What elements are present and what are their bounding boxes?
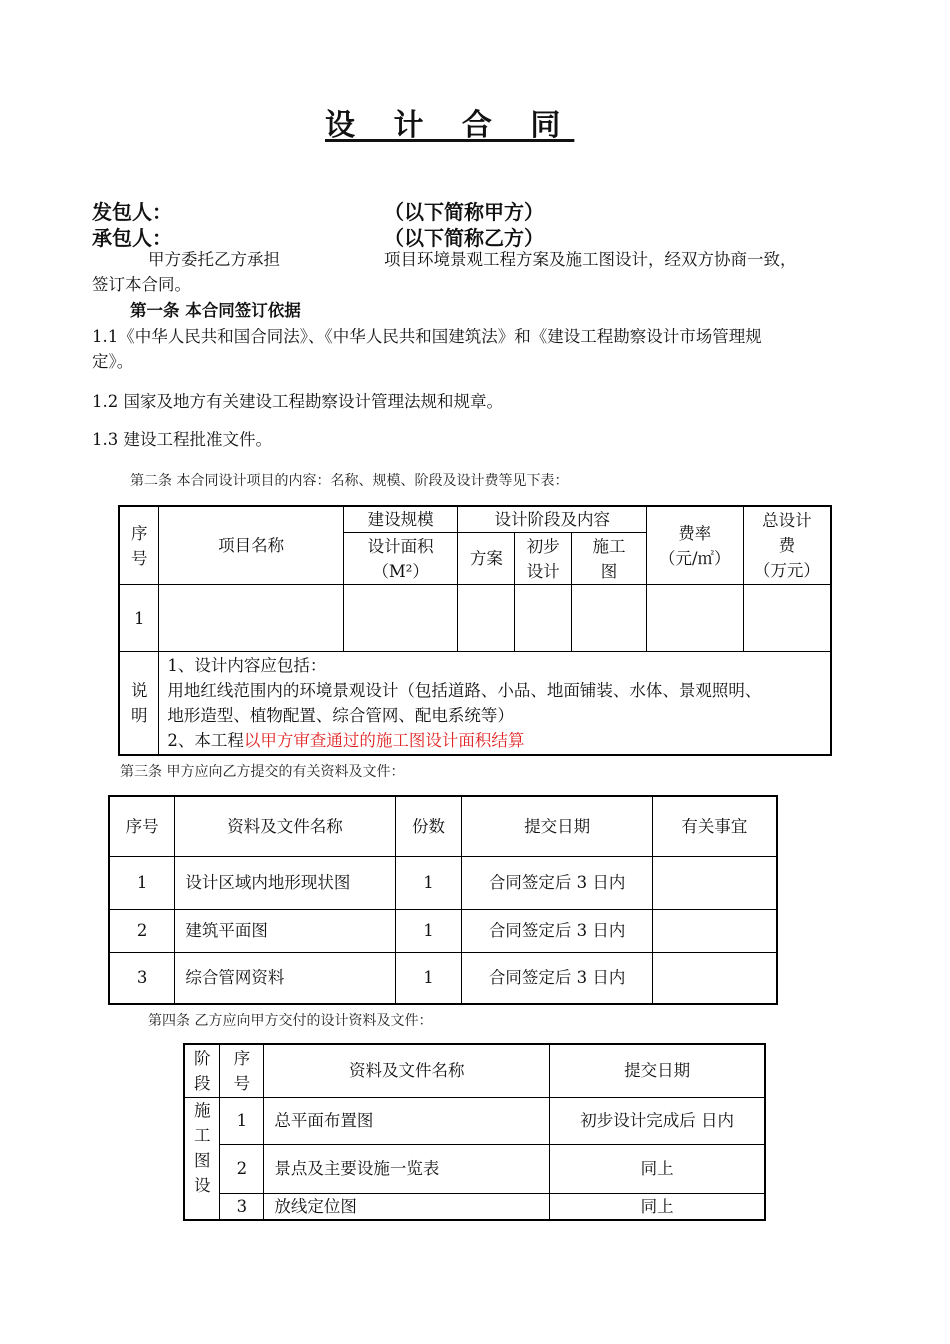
article3-heading: 第三条 甲方应向乙方提交的有关资料及文件： [120,764,405,780]
header-notes: 有关事宜 [652,796,777,856]
table-row: 施 工 图 设 1 总平面布置图 初步设计完成后 日内 [184,1097,765,1144]
header-rate: 费率 （元/㎡） [646,506,743,585]
header-copies: 份数 [395,796,462,856]
header-name: 资料及文件名称 [264,1044,550,1097]
header-area: 设计面积 （M²） [343,533,458,585]
article4-heading: 第四条 乙方应向甲方交付的设计资料及文件： [148,1013,433,1029]
party-a-note: （以下简称甲方） [384,200,544,224]
row-seq: 1 [119,585,159,652]
materials-from-a-table [108,795,778,1005]
party-b-note: （以下简称乙方） [384,226,544,250]
table-row: 2 景点及主要设施一览表 同上 [184,1144,765,1193]
note-label: 说 明 [119,652,159,755]
header-scale: 建设规模 [343,506,458,533]
design-items-table [118,505,832,756]
header-prelim: 初步 设计 [515,533,572,585]
header-date: 提交日期 [550,1044,765,1097]
intro-text-a: 甲方委托乙方承担 [148,250,280,269]
intro-text-end: 签订本合同。 [92,275,191,294]
article1-p2: 1.2 国家及地方有关建设工程勘察设计管理法规和规章。 [92,392,503,411]
stage-label: 施 工 图 设 [184,1097,220,1220]
table-row: 1 设计区域内地形现状图 1 合同签定后 3 日内 [109,856,777,909]
article1-p1-line1: 1.1《中华人民共和国合同法》、《中华人民共和国建筑法》和《建设工程勘察设计市场管理规 [92,327,762,346]
article2-heading: 第二条 本合同设计项目的内容：名称、规模、阶段及设计费等见下表： [130,473,569,489]
party-a-label: 发包人： [92,200,172,224]
article1-p1-line2: 定》。 [92,352,134,371]
header-scheme: 方案 [458,533,515,585]
article1-p3: 1.3 建设工程批准文件。 [92,430,272,449]
deliverables-table [183,1043,766,1221]
intro-text-b: 项目环境景观工程方案及施工图设计，经双方协商一致， [384,250,797,269]
settlement-note: 以甲方审查通过的施工图设计面积结算 [243,730,525,750]
header-seq: 序 号 [119,506,159,585]
header-stage: 设计阶段及内容 [458,506,646,533]
table-row: 3 放线定位图 同上 [184,1193,765,1220]
header-project-name: 项目名称 [159,506,343,585]
header-seq: 序 号 [220,1044,264,1097]
header-stage: 阶 段 [184,1044,220,1097]
table-row: 3 综合管网资料 1 合同签定后 3 日内 [109,952,777,1004]
table-row [119,585,831,652]
article1-heading: 第一条 本合同签订依据 [130,301,301,320]
table-row: 2 建筑平面图 1 合同签定后 3 日内 [109,909,777,952]
header-seq: 序号 [109,796,175,856]
header-fee: 总设计 费 （万元） [743,506,831,585]
party-b-label: 承包人： [92,226,172,250]
header-name: 资料及文件名称 [175,796,395,856]
page-title: 设 计 合 同 [325,108,575,143]
note-content: 1、设计内容应包括： 用地红线范围内的环境景观设计（包括道路、小品、地面铺装、水体、景观照明、 地形造型、植物配置、综合管网、配电系统等） 2、本工程以甲方审查通过的施工图设计面积结算 [159,652,831,755]
header-construct: 施工 图 [572,533,647,585]
header-date: 提交日期 [462,796,652,856]
